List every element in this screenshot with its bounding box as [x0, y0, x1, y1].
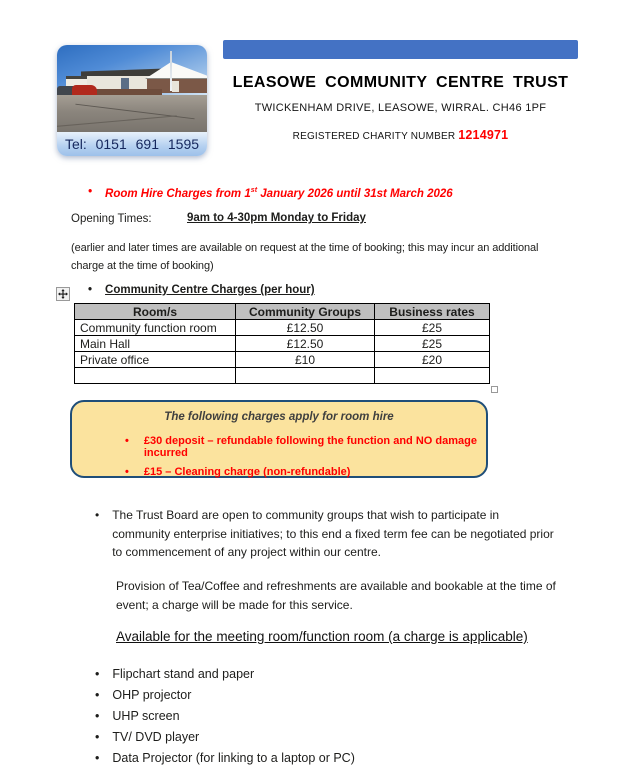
room-hire-heading-text	[105, 186, 453, 200]
room-name-cell	[75, 368, 236, 384]
community-rate-cell	[236, 368, 375, 384]
bullet-icon: •	[125, 466, 129, 478]
callout-item	[125, 466, 486, 478]
equipment-item-text: Flipchart stand and paper	[112, 667, 255, 681]
callout-title: The following charges apply for room hire	[164, 411, 394, 423]
community-rate-cell: £10	[236, 352, 375, 368]
bullet-icon: •	[88, 186, 93, 198]
heading-ordinal-suffix: st	[250, 186, 258, 194]
room-charges-table	[74, 303, 490, 384]
booking-note: (earlier and later times are available on request at the time of booking; this may incur an additional charge at the time of booking)	[71, 242, 539, 273]
table-row	[75, 320, 490, 336]
community-rate-cell: £12.50	[236, 320, 375, 336]
photo-flagpole	[170, 51, 172, 91]
photo-right-door	[172, 81, 179, 92]
room-hire-heading	[88, 186, 453, 200]
column-header-business-rates: Business rates	[375, 304, 490, 320]
table-row	[75, 336, 490, 352]
move-icon	[58, 289, 68, 299]
cleaning-charge-text: £15 – Cleaning charge (non-refundable)	[143, 466, 351, 478]
equipment-item-text: OHP projector	[112, 688, 192, 702]
photo-car-park	[57, 95, 207, 132]
address-line: TWICKENHAM DRIVE, LEASOWE, WIRRAL. CH46 1PF	[254, 102, 547, 114]
column-header-rooms: Room/s	[75, 304, 236, 320]
refreshments-paragraph: Provision of Tea/Coffee and refreshments are available and bookable at the time of event; a charge will be made for this service.	[116, 579, 556, 612]
trust-board-bullet	[95, 506, 560, 562]
bullet-icon: •	[125, 435, 129, 447]
heading-text-pre: Room Hire Charges from 1	[105, 187, 251, 200]
list-item	[95, 668, 355, 681]
callout-item	[125, 435, 486, 459]
equipment-item-text: TV/ DVD player	[112, 730, 200, 744]
table-row-empty	[75, 368, 490, 384]
charges-heading-text: Community Centre Charges (per hour)	[105, 284, 315, 296]
organisation-title: LEASOWE COMMUNITY CENTRE TRUST	[232, 74, 569, 91]
community-rate-cell: £12.50	[236, 336, 375, 352]
bullet-icon: •	[95, 709, 100, 723]
list-item	[95, 689, 355, 702]
blue-banner-bar	[223, 40, 578, 59]
opening-times-value: 9am to 4-30pm Monday to Friday	[187, 212, 366, 224]
business-rate-cell: £20	[375, 352, 490, 368]
list-item	[95, 710, 355, 723]
trust-board-text: The Trust Board are open to community groups that wish to participate in community enterprise initiatives; to this end a fixed term fee can be negotiated prior to commencement of any project within our centre.	[112, 508, 554, 560]
bullet-icon: •	[95, 688, 100, 702]
equipment-item-text: Data Projector (for linking to a laptop or PC)	[112, 751, 355, 765]
column-header-community-groups: Community Groups	[236, 304, 375, 320]
heading-text-post: January 2026 until 31st March 2026	[257, 187, 453, 200]
table-resize-handle[interactable]	[491, 386, 498, 393]
list-item	[95, 731, 355, 744]
deposit-charge-text: £30 deposit – refundable following the function and NO damage incurred	[143, 435, 477, 459]
bullet-icon: •	[88, 284, 93, 296]
opening-times-label: Opening Times:	[71, 213, 152, 225]
phone-caption: Tel: 0151 691 1595	[57, 132, 207, 156]
letterhead	[223, 40, 578, 142]
table-row	[75, 352, 490, 368]
charity-number: 1214971	[458, 128, 509, 142]
building-photo	[57, 45, 207, 156]
charity-line	[223, 128, 578, 142]
business-rate-cell: £25	[375, 320, 490, 336]
room-name-cell: Private office	[75, 352, 236, 368]
equipment-list	[95, 668, 355, 773]
list-item	[95, 752, 355, 765]
room-hire-charges-callout	[70, 400, 488, 478]
charges-heading	[88, 284, 315, 296]
available-equipment-heading: Available for the meeting room/function room (a charge is applicable)	[116, 629, 528, 644]
bullet-icon: •	[95, 751, 100, 765]
business-rate-cell	[375, 368, 490, 384]
bullet-icon: •	[95, 508, 100, 522]
bullet-icon: •	[95, 730, 100, 744]
table-move-handle[interactable]	[56, 287, 70, 301]
equipment-item-text: UHP screen	[112, 709, 180, 723]
table-header-row	[75, 304, 490, 320]
charity-label: REGISTERED CHARITY NUMBER	[292, 131, 459, 142]
business-rate-cell: £25	[375, 336, 490, 352]
bullet-icon: •	[95, 667, 100, 681]
room-name-cell: Main Hall	[75, 336, 236, 352]
room-name-cell: Community function room	[75, 320, 236, 336]
